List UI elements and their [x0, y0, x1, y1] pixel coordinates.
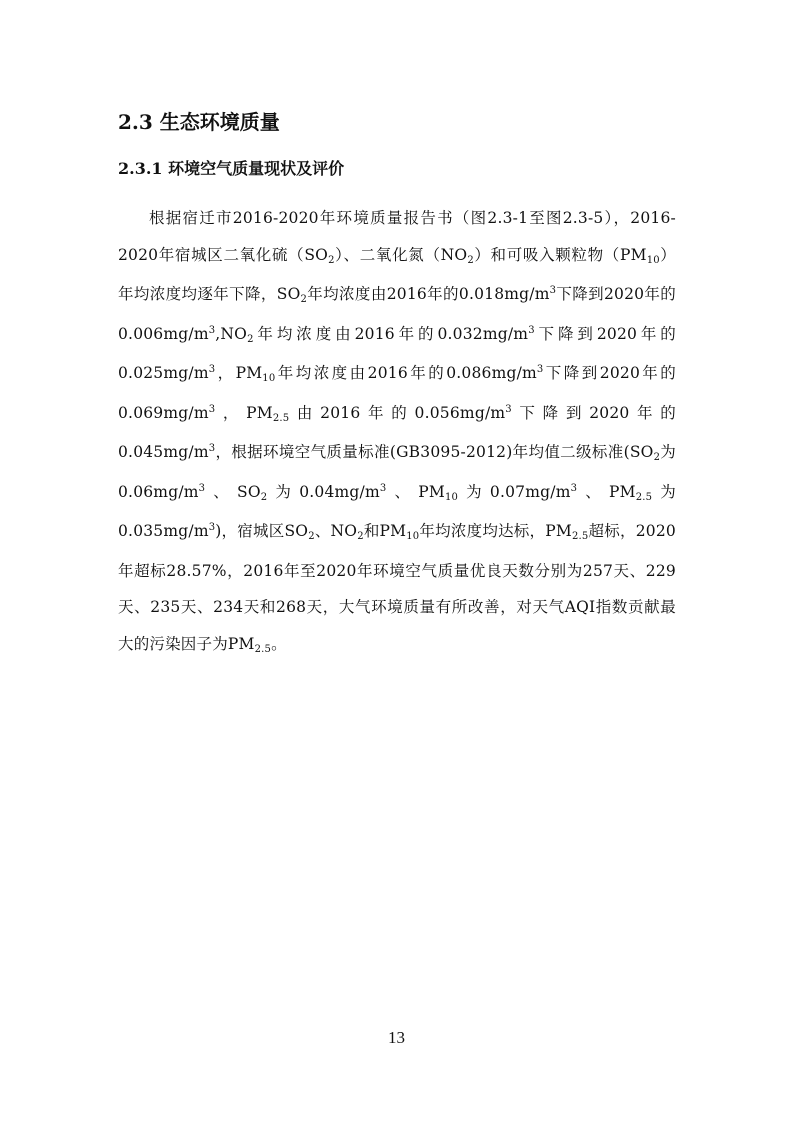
text-run: 年均浓度均达标，PM	[419, 522, 572, 540]
text-run: 年均浓度由2016年的0.018mg/m	[307, 285, 550, 303]
subscript: 2	[300, 294, 308, 305]
body-paragraph	[118, 200, 676, 665]
text-run: ，PM	[215, 403, 273, 422]
subsection-heading: 2.3.1 环境空气质量现状及评价	[118, 159, 345, 178]
superscript: 3	[505, 403, 512, 415]
text-run: 、PM	[386, 482, 445, 501]
text-run: 为0.035mg/m	[118, 482, 676, 540]
text-run: 为0.06mg/m	[118, 443, 676, 501]
subscript: 2	[653, 452, 661, 463]
subscript: 2.5	[571, 531, 589, 542]
text-run: ）年均浓度均逐年下降，SO	[118, 245, 676, 303]
text-run: ）和可吸入颗粒物（PM	[473, 245, 647, 264]
text-run: 年均浓度由2016年的0.086mg/m	[275, 364, 537, 382]
superscript: 3	[208, 522, 216, 533]
text-run: 为0.07mg/m	[458, 482, 571, 501]
text-run: ，PM	[215, 364, 263, 382]
text-run: )，宿城区SO	[215, 522, 309, 540]
superscript: 3	[379, 482, 387, 494]
subscript: 2	[247, 333, 254, 345]
text-run: 、PM	[577, 482, 636, 501]
text-run: 和PM	[363, 522, 407, 540]
text-run: 由2016年的0.056mg/m	[289, 403, 506, 422]
text-run: 下降到2020年的0.045mg/m	[118, 403, 677, 461]
superscript: 3	[198, 482, 206, 494]
superscript: 3	[570, 482, 578, 494]
text-run: 、NO	[314, 522, 358, 540]
text-run: 、SO	[205, 482, 261, 501]
superscript: 3	[208, 364, 216, 375]
text-run: 下降到2020年的0.006mg/m	[118, 285, 677, 343]
text-run: 超标，2020年超标28.57%，2016年至2020年环境空气质量优良天数分别为257天、229天、235天、234天和268天，大气环境质量有所改善，对天气AQI指数贡献最大的污染因子为PM	[118, 522, 676, 653]
subscript: 2	[467, 254, 474, 266]
superscript: 3	[528, 324, 535, 336]
subscript: 2.5	[635, 491, 653, 503]
section-heading: 2.3 生态环境质量	[118, 110, 280, 134]
subscript: 2	[308, 531, 315, 542]
superscript: 3	[208, 443, 216, 454]
text-run: 。	[271, 634, 287, 653]
text-run: ，根据环境空气质量标准(GB3095-2012)年均值二级标准(SO	[215, 443, 654, 461]
subscript: 10	[646, 254, 660, 266]
subscript: 10	[444, 491, 459, 503]
superscript: 3	[549, 285, 557, 296]
text-run: 为0.04mg/m	[267, 482, 380, 501]
text-run: 根据宿迁市2016-2020年环境质量报告书（图2.3-1至图2.3-5），2016-2020年宿城区二氧化硫（SO	[118, 209, 676, 264]
subscript: 10	[406, 531, 420, 542]
text-run: 下降到2020年的0.025mg/m	[118, 324, 676, 382]
text-run: ）、二氧化氮（NO	[334, 245, 468, 264]
subscript: 2	[328, 254, 335, 266]
subscript: 2	[357, 531, 364, 542]
superscript: 3	[208, 403, 216, 415]
superscript: 3	[208, 324, 216, 336]
subscript: 10	[262, 373, 276, 384]
subscript: 2	[260, 491, 268, 503]
subscript: 2.5	[254, 643, 272, 655]
page-number: 13	[388, 1028, 405, 1047]
text-run: ,NO	[215, 324, 248, 343]
text-run: 下降到2020年的0.069mg/m	[118, 364, 676, 422]
subscript: 2.5	[272, 412, 290, 424]
superscript: 3	[536, 364, 544, 375]
text-run: 年均浓度由2016年的0.032mg/m	[253, 324, 529, 343]
